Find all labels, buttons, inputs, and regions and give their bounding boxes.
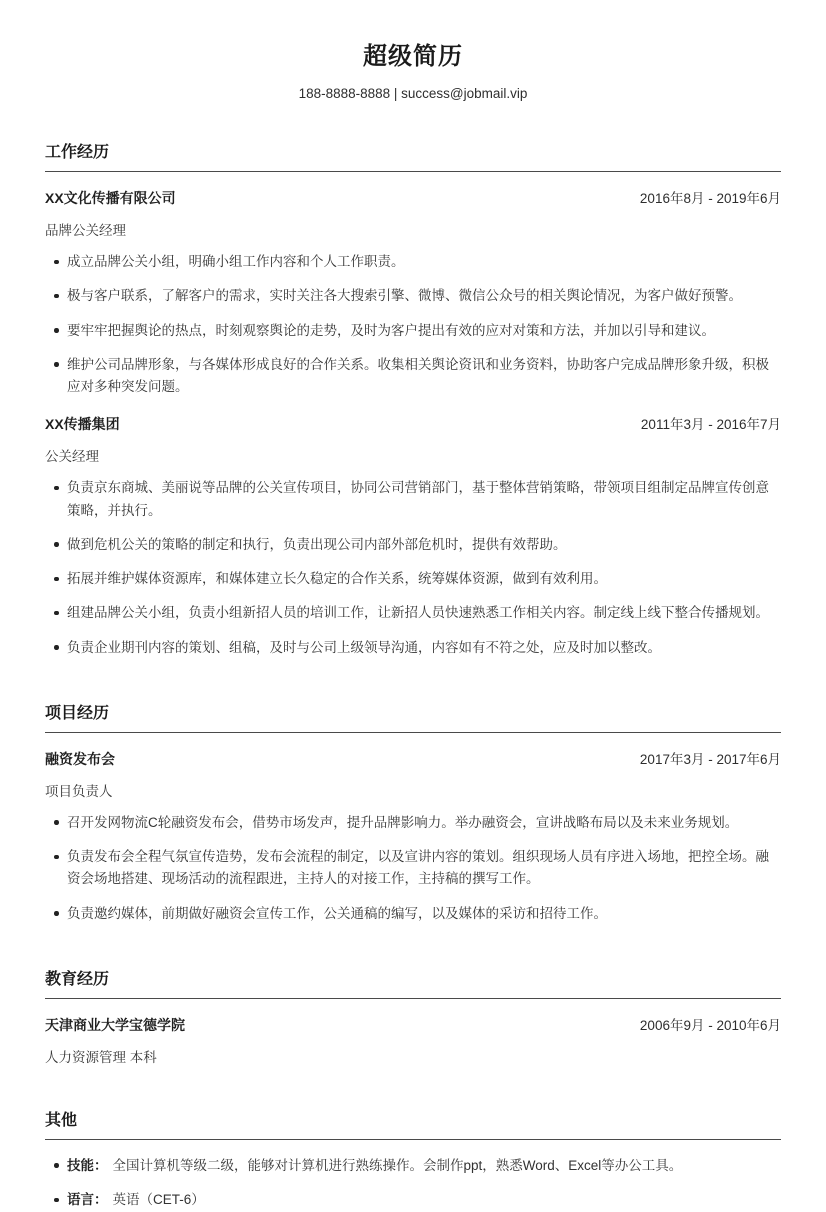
bullet-text: 成立品牌公关小组，明确小组工作内容和个人工作职责。 bbox=[67, 254, 405, 269]
entry-name: 天津商业大学宝德学院 bbox=[45, 1016, 185, 1033]
entry-head bbox=[45, 1014, 781, 1035]
bullet-text: 负责京东商城、美丽说等品牌的公关宣传项目，协同公司营销部门，基于整体营销策略，带领项目组制定品牌宣传创意策略，并执行。 bbox=[67, 480, 769, 518]
entry-date: 2006年9月 - 2010年6月 bbox=[639, 1017, 781, 1033]
entry-name: XX传播集团 bbox=[45, 416, 120, 433]
bullet-item bbox=[45, 568, 781, 590]
bullet-text: 组建品牌公关小组，负责小组新招人员的培训工作，让新招人员快速熟悉工作相关内容。制定线上线下整合传播规划。 bbox=[67, 605, 769, 621]
entry bbox=[45, 1155, 781, 1212]
entry-subtitle: 公关经理 bbox=[45, 449, 99, 465]
section-heading: 项目经历 bbox=[45, 700, 781, 733]
entry bbox=[45, 748, 781, 925]
resume-body bbox=[45, 139, 781, 1212]
section-3 bbox=[45, 1107, 781, 1212]
section-heading: 工作经历 bbox=[45, 139, 781, 172]
bullet-text: 维护公司品牌形象，与各媒体形成良好的合作关系。收集相关舆论资讯和业务资料，协助客户完成品牌形象升级，积极应对多种突发问题。 bbox=[67, 356, 769, 395]
entry-head bbox=[45, 748, 781, 769]
bullet-item bbox=[45, 602, 781, 624]
bullet-item bbox=[45, 477, 781, 522]
entry-head bbox=[45, 413, 781, 434]
resume-header bbox=[45, 36, 781, 101]
bullet-item bbox=[45, 1189, 781, 1211]
bullet-item bbox=[45, 903, 781, 925]
bullet-item bbox=[45, 846, 781, 891]
bullet-item bbox=[45, 251, 781, 273]
section-heading: 教育经历 bbox=[45, 966, 781, 999]
bullet-text: 负责邀约媒体，前期做好融资会宣传工作，公关通稿的编写，以及媒体的采访和招待工作。 bbox=[67, 905, 607, 921]
bullet-label: 技能： bbox=[67, 1157, 108, 1173]
bullet-list bbox=[45, 1155, 781, 1212]
entry-name: XX文化传播有限公司 bbox=[45, 190, 176, 206]
bullet-text: 负责发布会全程气氛宣传造势，发布会流程的制定，以及宣讲内容的策划。组织现场人员有序进入场地，把控全场。融资会场地搭建、现场活动的流程跟进，主持人的对接工作，主持稿的撰写工作。 bbox=[67, 849, 769, 887]
bullet-item bbox=[45, 354, 781, 399]
contact-line: 188-8888-8888 | success@jobmail.vip bbox=[298, 86, 528, 101]
bullet-label: 语言： bbox=[67, 1192, 108, 1208]
section-1 bbox=[45, 700, 781, 925]
entry-subtitle: 项目负责人 bbox=[45, 783, 113, 799]
entry bbox=[45, 1014, 781, 1066]
bullet-text: 全国计算机等级二级，能够对计算机进行熟练操作。会制作ppt，熟悉Word、Excel等办公工具。 bbox=[112, 1157, 683, 1173]
bullet-item bbox=[45, 534, 781, 556]
bullet-item bbox=[45, 637, 781, 659]
bullet-text: 拓展并维护媒体资源库，和媒体建立长久稳定的合作关系，统筹媒体资源，做到有效利用。 bbox=[67, 571, 607, 587]
entry bbox=[45, 413, 781, 659]
entry-subtitle: 品牌公关经理 bbox=[45, 223, 126, 238]
bullet-text: 做到危机公关的策略的制定和执行，负责出现公司内部外部危机时，提供有效帮助。 bbox=[67, 536, 567, 552]
entry-head bbox=[45, 187, 781, 208]
entry-date: 2016年8月 - 2019年6月 bbox=[639, 191, 781, 206]
bullet-text: 极与客户联系，了解客户的需求，实时关注各大搜索引擎、微博、微信公众号的相关舆论情况，为客户做好预警。 bbox=[67, 288, 742, 304]
bullet-list bbox=[45, 812, 781, 925]
bullet-list bbox=[45, 477, 781, 659]
entry-date: 2011年3月 - 2016年7月 bbox=[640, 417, 781, 433]
bullet-item bbox=[45, 320, 781, 342]
entry-name: 融资发布会 bbox=[45, 750, 115, 767]
bullet-list bbox=[45, 251, 781, 398]
bullet-text: 负责企业期刊内容的策划、组稿，及时与公司上级领导沟通，内容如有不符之处，应及时加以整改。 bbox=[67, 639, 661, 655]
bullet-text: 英语（CET-6） bbox=[112, 1192, 205, 1208]
bullet-text: 要牢牢把握舆论的热点，时刻观察舆论的走势，及时为客户提出有效的应对对策和方法，并加以引导和建议。 bbox=[67, 322, 715, 338]
bullet-item bbox=[45, 285, 781, 307]
entry bbox=[45, 187, 781, 398]
section-heading: 其他 bbox=[45, 1107, 781, 1140]
entry-subtitle: 人力资源管理 本科 bbox=[45, 1049, 157, 1065]
bullet-text: 召开发网物流C轮融资发布会，借势市场发声，提升品牌影响力。举办融资会，宣讲战略布局以及未来业务规划。 bbox=[67, 814, 739, 830]
section-2 bbox=[45, 966, 781, 1066]
section-0 bbox=[45, 139, 781, 659]
entry-date: 2017年3月 - 2017年6月 bbox=[639, 751, 781, 767]
resume-title: 超级简历 bbox=[363, 43, 463, 70]
bullet-item bbox=[45, 812, 781, 834]
bullet-item bbox=[45, 1155, 781, 1177]
